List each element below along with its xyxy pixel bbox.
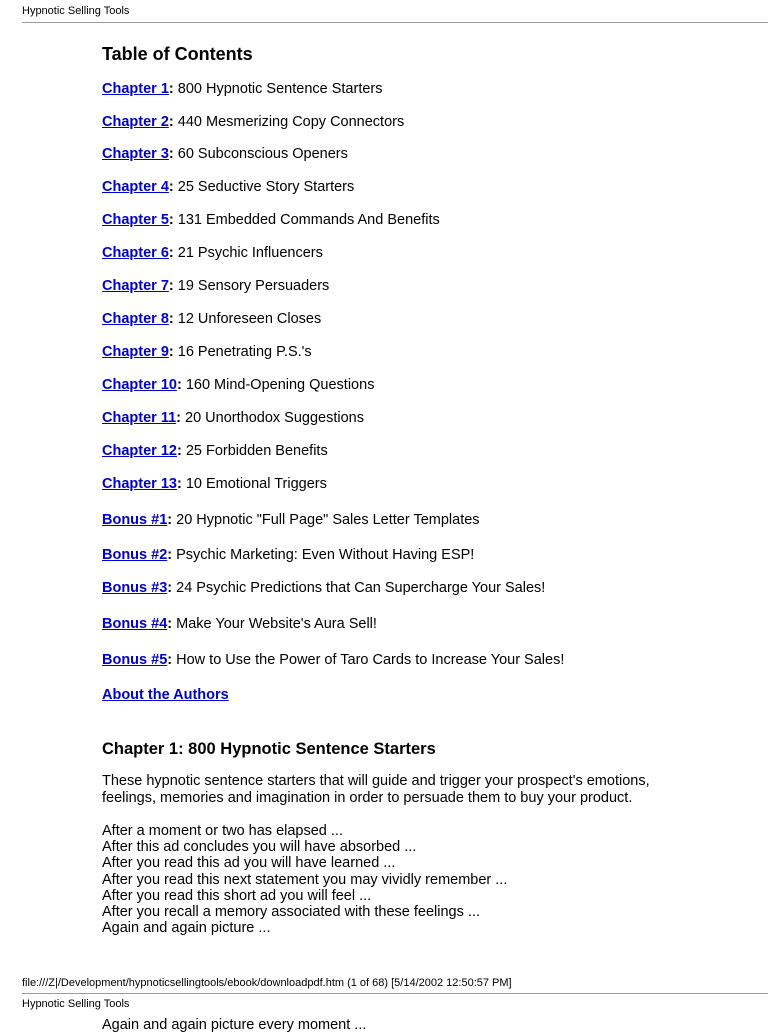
toc-entry-text: 20 Unorthodox Suggestions	[181, 410, 364, 426]
toc-entry	[102, 476, 327, 492]
toc-entry	[102, 547, 474, 563]
toc-link-bonus-4[interactable]: Bonus #4	[102, 616, 168, 632]
starter-line: After this ad concludes you will have absorbed ...	[102, 839, 417, 856]
toc-entry	[102, 652, 564, 668]
toc-entry-text: 131 Embedded Commands And Benefits	[173, 212, 440, 228]
toc-link-bonus-1[interactable]: Bonus #1	[102, 512, 168, 528]
toc-link-chapter-1[interactable]: Chapter 1	[102, 81, 169, 97]
header-rule	[22, 22, 768, 23]
toc-link-chapter-7[interactable]: Chapter 7	[102, 278, 169, 294]
sentence-starters	[102, 823, 507, 936]
toc-entry-text: How to Use the Power of Taro Cards to Increase Your Sales!	[172, 652, 565, 668]
toc-colon: :	[168, 179, 174, 195]
toc-entry	[102, 212, 440, 228]
toc-entry	[102, 616, 377, 632]
toc-entry	[102, 687, 229, 703]
toc-entry	[102, 512, 480, 528]
starter-line: After you read this short ad you will feel ...	[102, 887, 372, 904]
toc-link-chapter-4[interactable]: Chapter 4	[102, 179, 169, 195]
starter-line: After you recall a memory associated with these feelings ...	[102, 904, 480, 921]
toc-colon: :	[176, 377, 182, 393]
toc-link-chapter-13[interactable]: Chapter 13	[102, 476, 177, 492]
toc-link-chapter-9[interactable]: Chapter 9	[102, 344, 169, 360]
starter-line: Again and again picture ...	[102, 920, 271, 937]
toc-entry-text: 60 Subconscious Openers	[173, 146, 348, 162]
toc-colon: :	[167, 512, 173, 528]
toc-entry	[102, 81, 383, 97]
toc-link-chapter-8[interactable]: Chapter 8	[102, 311, 169, 327]
toc-entry-text: 19 Sensory Persuaders	[173, 278, 330, 294]
chapter-heading: Chapter 1: 800 Hypnotic Sentence Starters	[102, 740, 436, 758]
next-page-header: Hypnotic Selling Tools	[22, 998, 130, 1010]
starter-line: After a moment or two has elapsed ...	[102, 823, 343, 839]
toc-colon: :	[167, 616, 173, 632]
toc-link-chapter-10[interactable]: Chapter 10	[102, 377, 177, 393]
toc-colon: :	[176, 410, 181, 426]
toc-colon: :	[168, 311, 174, 327]
toc-entry-text: 800 Hypnotic Sentence Starters	[173, 81, 383, 97]
toc-colon: :	[167, 547, 173, 563]
toc-link-chapter-3[interactable]: Chapter 3	[102, 146, 169, 162]
toc-colon: :	[176, 443, 182, 459]
toc-colon: :	[168, 212, 174, 228]
toc-entry-text: 25 Forbidden Benefits	[181, 443, 328, 459]
about-authors-link[interactable]: About the Authors	[102, 687, 229, 703]
toc-entry-text: 25 Seductive Story Starters	[173, 179, 355, 195]
toc-link-bonus-2[interactable]: Bonus #2	[102, 547, 168, 563]
footer-rule	[22, 993, 768, 994]
toc-colon: :	[168, 81, 174, 97]
toc-entry-text: 20 Hypnotic "Full Page" Sales Letter Templates	[172, 512, 480, 528]
toc-entry	[102, 146, 348, 162]
toc-colon: :	[167, 652, 173, 668]
intro-paragraph: These hypnotic sentence starters that will guide and trigger your prospect's emotions, feelings, memories and imagination in order to persuade them to buy your product.	[102, 773, 650, 806]
toc-entry	[102, 580, 545, 596]
toc-entry	[102, 311, 321, 327]
page-header: Hypnotic Selling Tools	[22, 5, 130, 17]
toc-link-chapter-6[interactable]: Chapter 6	[102, 245, 169, 261]
toc-entry	[102, 114, 404, 130]
toc-entry-text: 160 Mind-Opening Questions	[181, 377, 375, 393]
toc-entry	[102, 410, 364, 426]
toc-entry-text: Psychic Marketing: Even Without Having ESP!	[172, 547, 475, 563]
starter-line: After you read this next statement you may vividly remember ...	[102, 871, 508, 888]
toc-colon: :	[168, 146, 174, 162]
toc-entry	[102, 278, 329, 294]
toc-colon: :	[168, 114, 174, 130]
toc-entry-text: Make Your Website's Aura Sell!	[172, 616, 377, 632]
toc-entry	[102, 179, 354, 195]
toc-entry	[102, 377, 374, 393]
toc-link-bonus-5[interactable]: Bonus #5	[102, 652, 168, 668]
toc-link-chapter-12[interactable]: Chapter 12	[102, 443, 177, 459]
toc-entry	[102, 344, 312, 360]
page-footer: file:///Z|/Development/hypnoticsellingtools/ebook/downloadpdf.htm (1 of 68) [5/14/2002 12:50:57 PM]	[22, 977, 512, 989]
toc-link-chapter-11[interactable]: Chapter 11	[102, 410, 177, 426]
toc-link-chapter-2[interactable]: Chapter 2	[102, 114, 169, 130]
toc-entry-text: 21 Psychic Influencers	[173, 245, 323, 261]
starter-line: After you read this ad you will have learned ...	[102, 855, 396, 872]
toc-colon: :	[168, 245, 174, 261]
toc-colon: :	[176, 476, 182, 492]
toc-colon: :	[167, 580, 173, 596]
toc-entry-text: 10 Emotional Triggers	[181, 476, 327, 492]
toc-title: Table of Contents	[102, 44, 253, 64]
toc-colon: :	[168, 344, 174, 360]
toc-entry-text: 440 Mesmerizing Copy Connectors	[173, 114, 405, 130]
cutoff-text: Again and again picture every moment ...	[102, 1017, 367, 1033]
toc-entry-text: 16 Penetrating P.S.'s	[173, 344, 312, 360]
toc-link-chapter-5[interactable]: Chapter 5	[102, 212, 169, 228]
toc-entry-text: 24 Psychic Predictions that Can Supercharge Your Sales!	[172, 580, 546, 596]
toc-colon: :	[168, 278, 174, 294]
toc-entry-text: 12 Unforeseen Closes	[173, 311, 322, 327]
toc-entry	[102, 443, 328, 459]
toc-entry	[102, 245, 323, 261]
toc-link-bonus-3[interactable]: Bonus #3	[102, 580, 168, 596]
